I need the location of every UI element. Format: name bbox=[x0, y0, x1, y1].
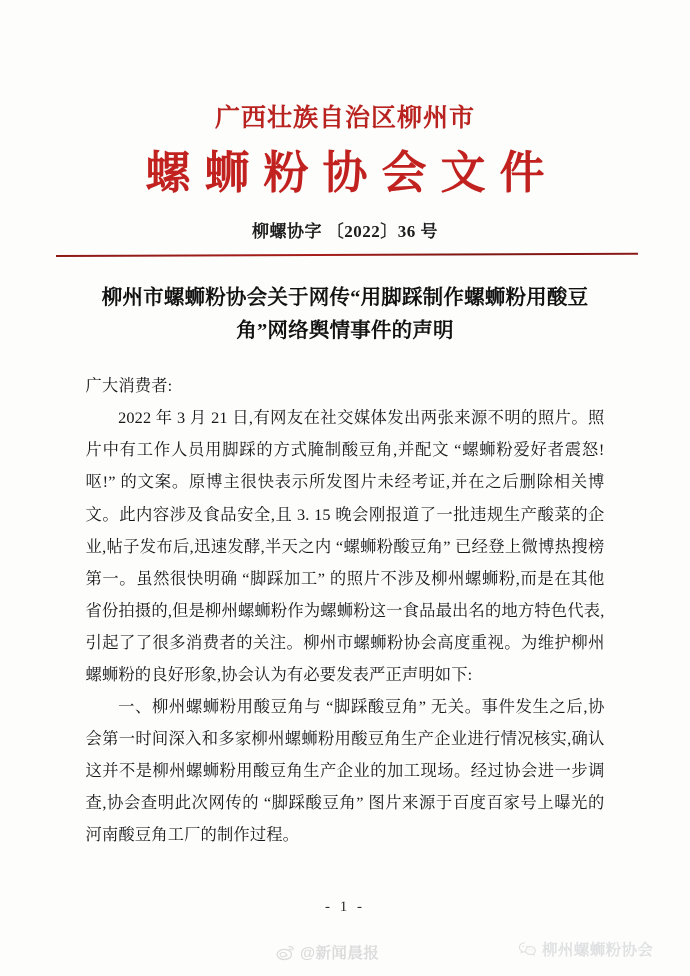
issuing-organization-line: 广西壮族自治区柳州市 bbox=[214, 105, 475, 132]
page-number: - 1 - bbox=[325, 899, 365, 915]
watermark-wechat bbox=[518, 938, 653, 960]
body-paragraph-2: 一、柳州螺蛳粉用酸豆角与 “脚踩酸豆角” 无关。事件发生之后,协会第一时间深入和多家柳州螺蛳粉用酸豆角生产企业进行情况核实,确认这并不是柳州螺蛳粉用酸豆角生产企业的加工现场。经过协会进一步调查,协会查明此次网传的 “脚踩酸豆角” 图片来源于百度百家号上曝光的河南酸豆角工厂的制作过程。 bbox=[85, 697, 605, 845]
document-body bbox=[86, 370, 605, 851]
red-separator-rule bbox=[56, 253, 638, 257]
body-paragraph-1: 2022 年 3 月 21 日,有网友在社交媒体发出两张来源不明的照片。照片中有工作人员用脚踩的方式腌制酸豆角,并配文 “螺蛳粉爱好者震怒! 呕!” 的文案。原博主很快表示所发图片未经考证,并在之后删除相关博文。此内容涉及食品安全,且 3. 15 晚会刚报道了一批违规生产酸菜的企业,帖子发布后,迅速发酵,半天之内 “螺蛳粉酸豆角” 已经登上微博热搜榜第一。虽然很快明确 “脚踩加工” 的照片不涉及柳州螺蛳粉,而是在其他省份拍摄的,但是柳州螺蛳粉作为螺蛳粉这一食品最出名的地方特色代表,引起了了很多消费者的关注。柳州市螺蛳粉协会高度重视。为维护柳州螺蛳粉的良好形象,协会认为有必要发表严正声明如下: bbox=[85, 408, 605, 684]
watermark-wechat-label: 柳州螺蛳粉协会 bbox=[542, 942, 654, 959]
red-separator-rule-container bbox=[0, 255, 690, 257]
document-number: 柳螺协字 〔2022〕36 号 bbox=[252, 221, 438, 241]
watermark-weibo-label: @新闻晨报 bbox=[300, 945, 380, 962]
watermark-weibo bbox=[276, 941, 379, 963]
wechat-icon bbox=[518, 940, 537, 959]
document-title-red: 螺蛳粉协会文件 bbox=[145, 148, 559, 198]
weibo-icon bbox=[276, 943, 295, 962]
document-headline: 柳州市螺蛳粉协会关于网传“用脚踩制作螺蛳粉用酸豆角”网络舆情事件的声明 bbox=[101, 286, 589, 342]
document-masthead bbox=[0, 0, 690, 242]
salutation: 广大消费者: bbox=[85, 376, 173, 396]
